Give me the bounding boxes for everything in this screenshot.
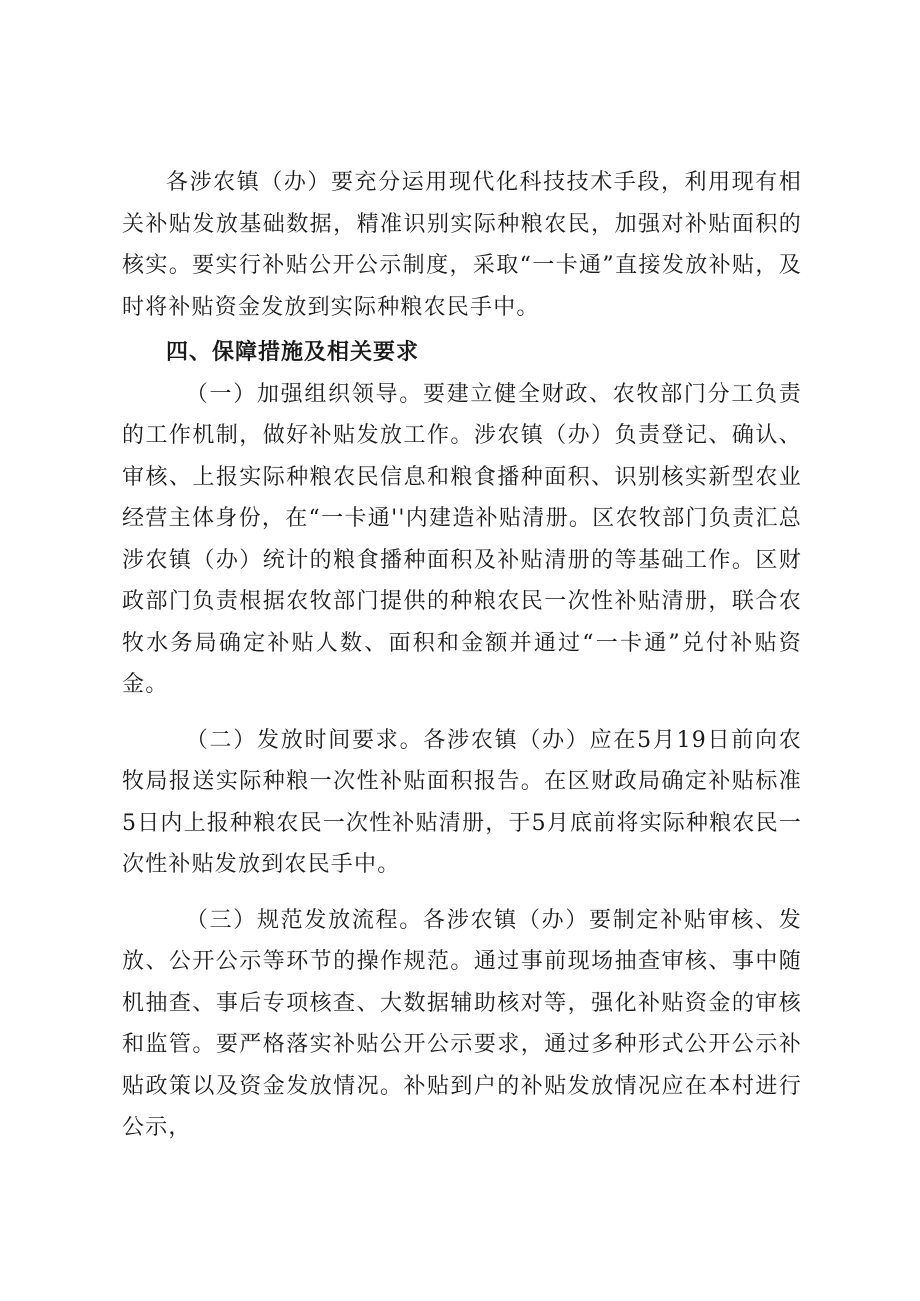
document-body <box>122 162 802 1149</box>
paragraph-organization-leadership: （一）加强组织领导。要建立健全财政、农牧部门分工负责的工作机制，做好补贴发放工作。涉农镇（办）负责登记、确认、审核、上报实际种粮农民信息和粮食播种面积、识别核实新型农业经营主体身份，在“一卡通''内建造补贴清册。区农牧部门负责汇总涉农镇（办）统计的粮食播种面积及补贴清册的等基础工作。区财政部门负责根据农牧部门提供的种粮农民一次性补贴清册，联合农牧水务局确定补贴人数、面积和金额并通过“一卡通”兑付补贴资金。 <box>122 381 802 697</box>
paragraph-subsidy-distribution: 各涉农镇（办）要充分运用现代化科技技术手段，利用现有相关补贴发放基础数据，精准识别实际种粮农民，加强对补贴面积的核实。要实行补贴公开公示制度，采取“一卡通”直接发放补贴，及时将补贴资金发放到实际种粮农民手中。 <box>122 170 802 320</box>
paragraph-standardize-process: （三）规范发放流程。各涉农镇（办）要制定补贴审核、发放、公开公示等环节的操作规范。通过事前现场抽查审核、事中随机抽查、事后专项核查、大数据辅助核对等，强化补贴资金的审核和监管。要严格落实补贴公开公示要求，通过多种形式公开公示补贴政策以及资金发放情况。补贴到户的补贴发放情况应在本村进行公示， <box>122 907 802 1140</box>
section-heading-safeguards: 四、保障措施及相关要求 <box>166 340 420 365</box>
paragraph-timing-requirements: （二）发放时间要求。各涉农镇（办）应在5月19日前向农牧局报送实际种粮一次性补贴面积报告。在区财政局确定补贴标准5日内上报种粮农民一次性补贴清册，于5月底前将实际种粮农民一次性补贴发放到农民手中。 <box>122 727 802 877</box>
